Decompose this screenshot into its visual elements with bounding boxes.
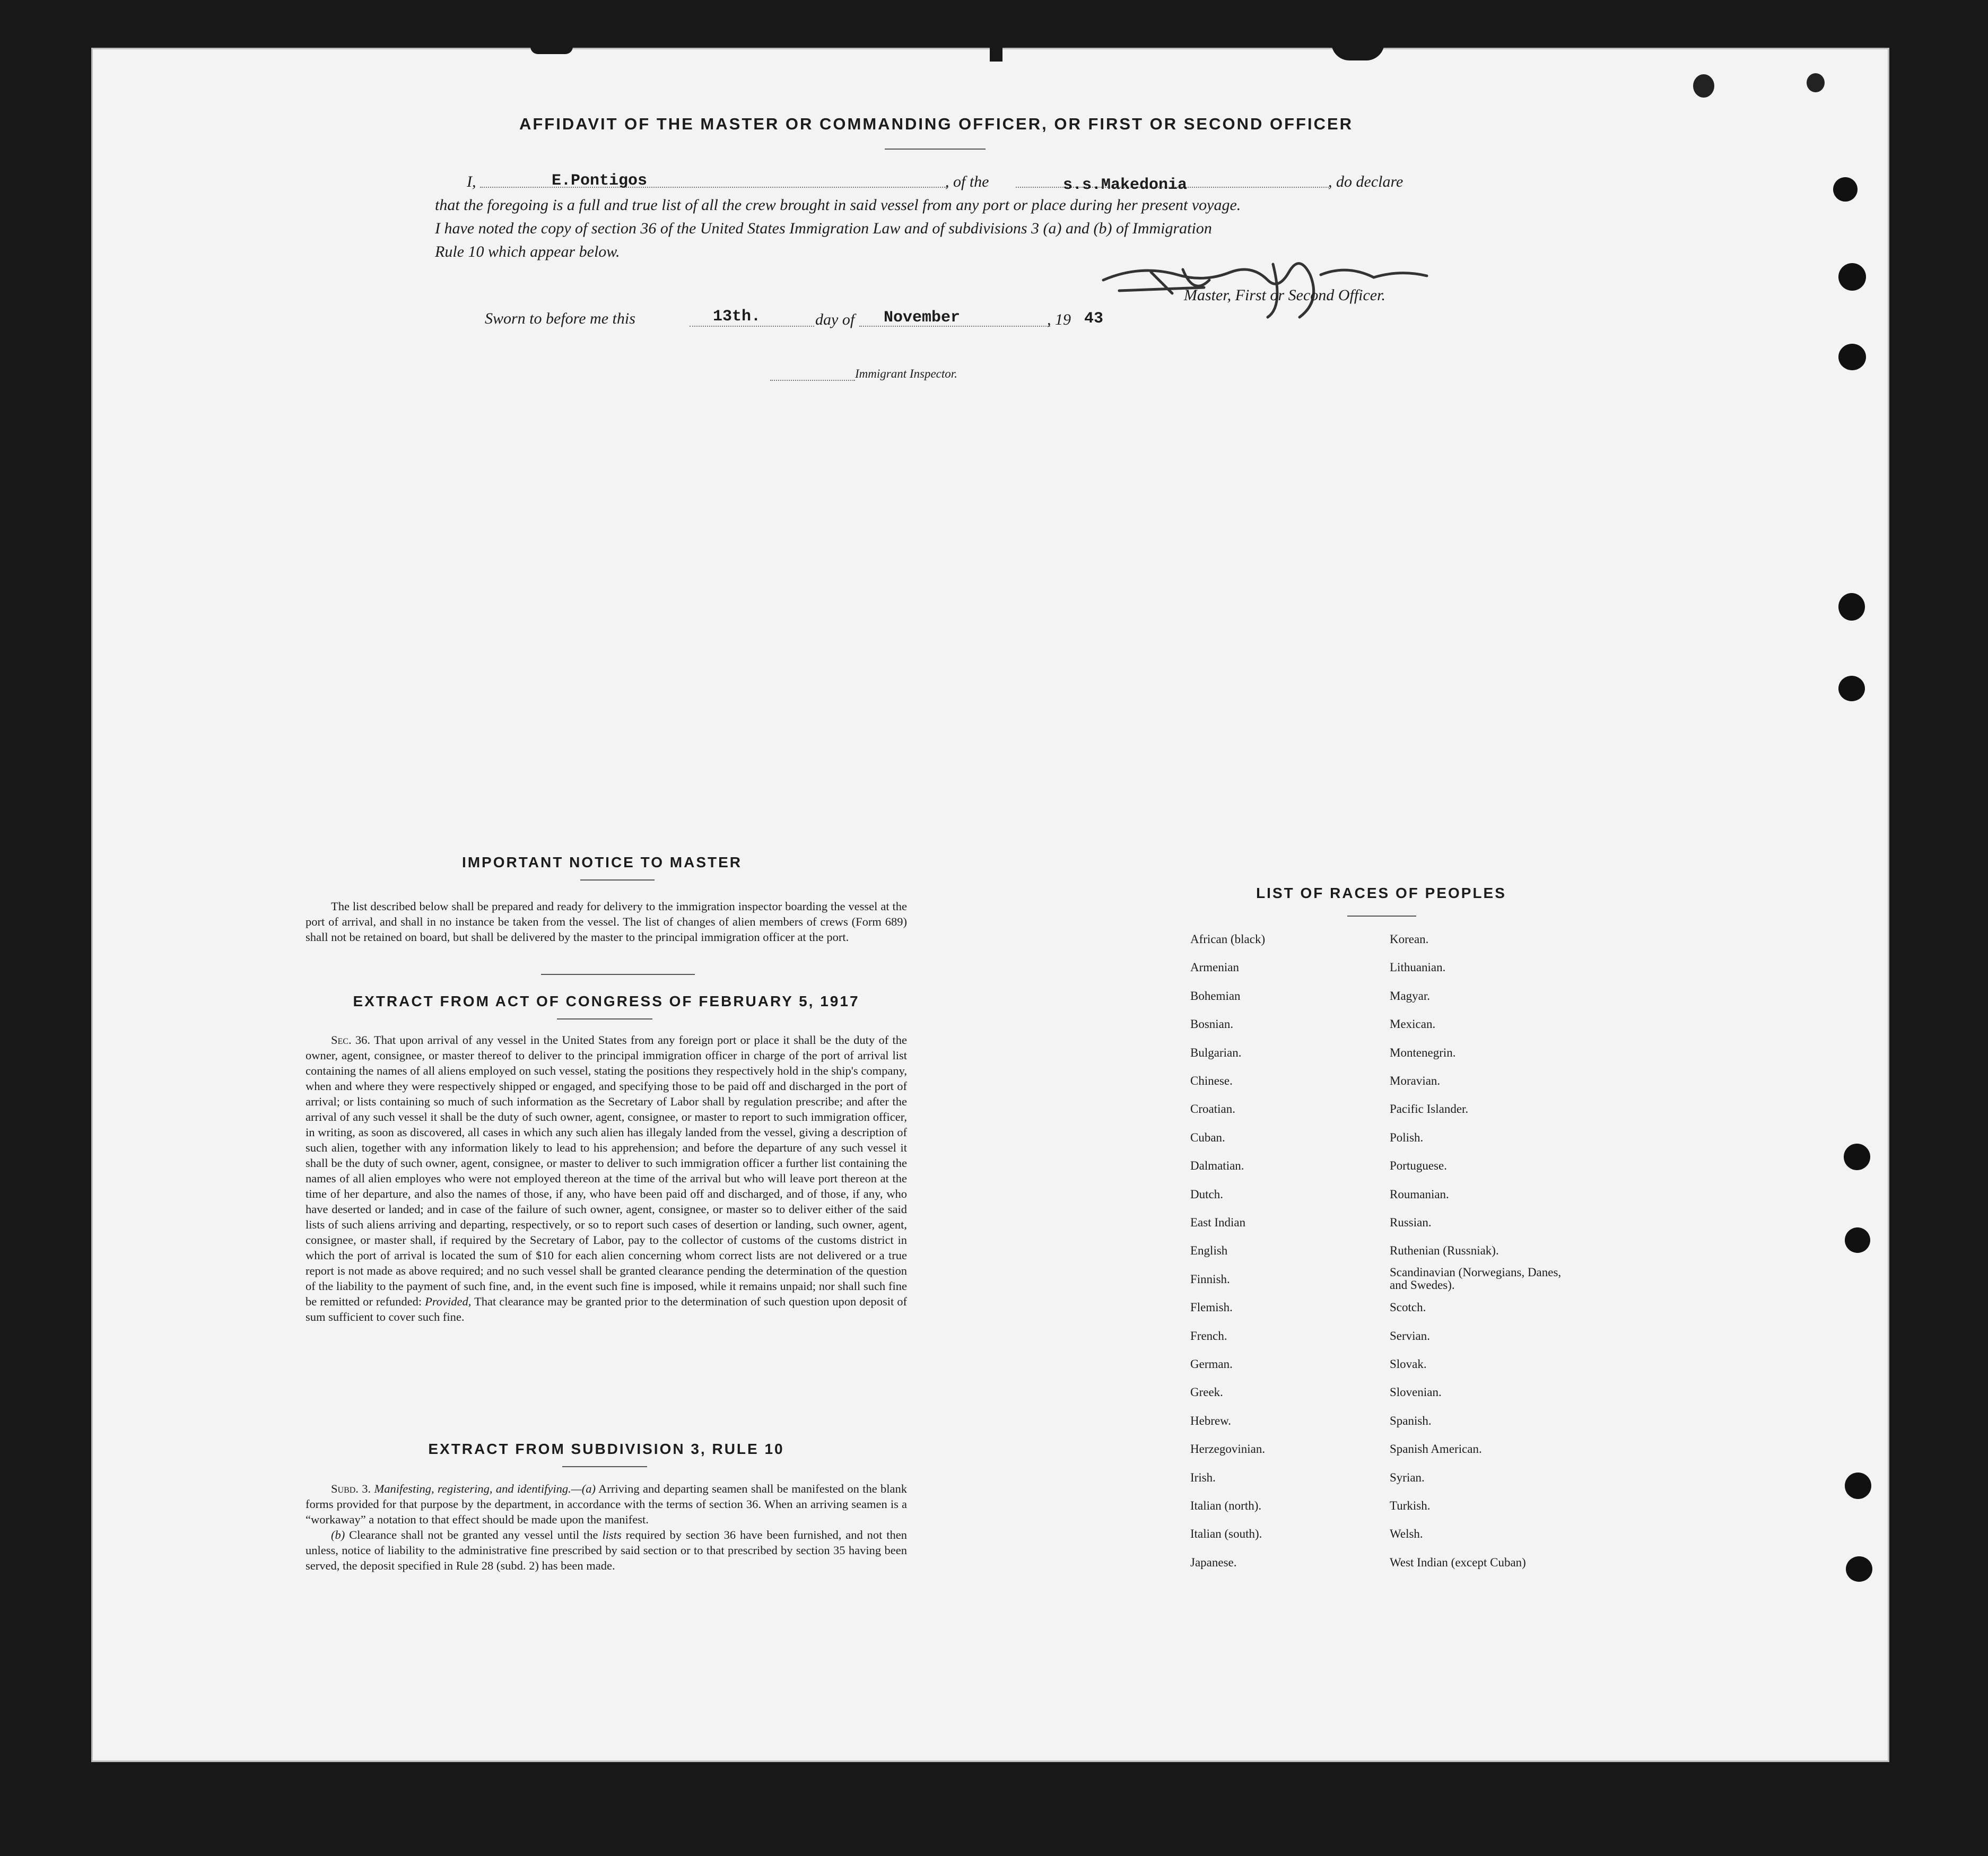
act-extract-text: That upon arrival of any vessel in the United States from any foreign port or place it shall be the duty of the owner, agent, consignee, or master thereof to deliver to the principal immigration officer in charge of the port of arrival list containing the names of all aliens employed on such vessel, stating the positions they respectively hold in the ship's company, when and where they were respectively shipped or engaged, and specifying those to be paid off and discharged in the port of arrival; or lists containing so much of such information as the Secretary of Labor shall by regulation prescribe; and after the arrival of any such vessel it shall be the duty of such owner, agent, consignee, or master to report to such immigration officer, in writing, as soon as discovered, all cases in which any such alien has illegaly landed from the vessel, giving a description of such alien, together with any information likely to lead to his apprehension; and before the departure of any such vessel it shall be the duty of such owner, agent, consignee, or master to deliver to such immigration officer a further list containing the names of all alien employes who were not employed thereon at the time of the arrival but who will leave port thereon at the time of her departure, and also the names of those, if any, who have been paid off and discharged, and of those, if any, who have deserted or landed; and in case of the failure of such owner, agent, consignee, or master so to deliver either of the said lists of such aliens arriving and departing, respectively, or so to report such cases of desertion or landing, such owner, agent, consignee, or master shall, if required by the Secretary of Labor, pay to the collector of customs of the customs district in which the port of arrival is located the sum of $10 for each alien concerning whom correct lists are not delivered or a true report is not made as above required; and no such vessel shall be granted clearance pending the determination of the question of the liability to the payment of such fine, and, in the event such fine is imposed, while it remains unpaid; nor shall such fine be remitted or refunded: [306,1033,907,1308]
act-extract-paragraph [306,1032,907,1325]
race-item: Mexican. [1390,1017,1436,1031]
race-item: Russian. [1390,1216,1432,1229]
act-divider [557,1018,652,1020]
punch-hole [1846,1556,1872,1582]
race-item: West Indian (except Cuban) [1390,1556,1526,1569]
punch-hole [1838,593,1865,621]
affidavit-line-2: that the foregoing is a full and true list of all the crew brought in said vessel from any port or place during her present voyage. [435,196,1241,214]
race-item: Herzegovinian. [1190,1442,1266,1456]
race-item: Cuban. [1190,1131,1225,1144]
subdivision-label: Subd. 3. [331,1482,371,1495]
race-item: Italian (south). [1190,1527,1262,1540]
race-item: Montenegrin. [1390,1046,1456,1059]
sworn-month-field: November [884,309,961,327]
rule-extract-text-block [306,1481,907,1573]
race-item: Irish. [1190,1471,1216,1484]
punch-hole [1845,1472,1871,1499]
vessel-name-field: s.s.Makedonia [1063,176,1188,194]
year-prefix: , 19 [1047,311,1071,328]
races-divider [1347,916,1416,917]
race-item: Slovenian. [1390,1386,1442,1399]
sworn-day-line [690,326,814,327]
race-item: Dutch. [1190,1188,1223,1201]
race-item: Japanese. [1190,1556,1237,1569]
rule-text-b-2: required by section 36 have been furnished, and not then unless, notice of liability to the administrative fine prescribed by said section or to that prescribed by section 35 having been served, the deposit specified in Rule 28 (subd. 2) has been made. [306,1528,908,1572]
race-item: Korean. [1390,933,1429,946]
race-item: Ruthenian (Russniak). [1390,1244,1499,1257]
notice-text: The list described below shall be prepared and ready for delivery to the immigration inspector boarding the vessel at the port of arrival, and shall in no instance be taken from the vessel. The list of changes of alien members of crews (Form 689) shall not be retained on board, but shall be delivered by the master to the principal immigration officer at the port. [306,900,907,944]
provided-label: Provided, [425,1295,472,1308]
sworn-day-field: 13th. [713,308,761,326]
affidavit-line-3: I have noted the copy of section 36 of the United States Immigration Law and of subdivisions 3 (a) and (b) of Immigration [435,220,1212,237]
of-the-label: , of the [945,173,989,190]
race-item: Bosnian. [1190,1017,1234,1031]
race-item: Welsh. [1390,1527,1423,1540]
race-item: Greek. [1190,1386,1223,1399]
race-item: Croatian. [1190,1102,1235,1116]
race-item: Hebrew. [1190,1414,1232,1427]
punch-hole [1844,1144,1870,1170]
rule-text-a: Arriving and departing seamen shall be manifested on the blank forms provided for that purpose by the department, in accordance with the terms of section 36. When an arriving seamen is a “workaway” a notation to that effect should be made upon the manifest. [306,1482,908,1526]
race-item: Finnish. [1190,1273,1230,1286]
do-declare-label: , do declare [1328,173,1403,190]
race-item: African (black) [1190,933,1266,946]
race-item: East Indian [1190,1216,1246,1229]
year-field: 43 [1084,310,1104,328]
punch-hole [1838,676,1865,701]
race-item: Roumanian. [1390,1188,1449,1201]
punch-hole [1838,344,1866,370]
officer-signature [1098,243,1437,323]
notice-title: IMPORTANT NOTICE TO MASTER [461,854,743,870]
races-title: LIST OF RACES OF PEOPLES [1256,885,1506,901]
race-item: Moravian. [1390,1074,1441,1087]
affidavit-line-4: Rule 10 which appear below. [435,243,620,260]
act-extract-text-block [306,1032,907,1325]
race-item: Polish. [1390,1131,1424,1144]
race-item: Armenian [1190,961,1239,974]
notice-divider [580,879,655,881]
race-item: Lithuanian. [1390,961,1446,974]
race-item: Syrian. [1390,1471,1425,1484]
day-of-label: day of [815,311,855,328]
race-item: Servian. [1390,1329,1431,1343]
race-item: Italian (north). [1190,1499,1262,1512]
race-item: Turkish. [1390,1499,1431,1512]
rule-text-b-1: Clearance shall not be granted any vessel until the [349,1528,598,1541]
race-item: German. [1190,1357,1233,1371]
punch-hole [1833,177,1858,202]
ink-spot [1693,74,1714,98]
section-label: Sec. 36. [331,1033,370,1047]
punch-hole [1838,263,1866,291]
race-item: Bohemian [1190,989,1241,1003]
subdivision-b-label: (b) [331,1528,345,1541]
race-item: French. [1190,1329,1227,1343]
race-item: Slovak. [1390,1357,1427,1371]
inspector-signature-line [770,380,855,381]
race-item: Spanish. [1390,1414,1432,1427]
torn-edge-mark [990,47,1002,62]
rule-extract-title: EXTRACT FROM SUBDIVISION 3, RULE 10 [428,1441,784,1457]
sworn-label: Sworn to before me this [485,310,635,327]
act-extract-title: EXTRACT FROM ACT OF CONGRESS OF FEBRUARY 5, 1917 [353,993,860,1009]
notice-text-block [306,899,907,945]
race-item: Chinese. [1190,1074,1233,1087]
race-item: Spanish American. [1390,1442,1482,1456]
ink-spot [1807,73,1825,92]
master-name-field: E.Pontigos [552,172,648,190]
title-divider [885,149,986,150]
affidavit-i-label: I, [467,173,476,190]
rule-divider [562,1466,647,1467]
officer-label: Master, First or Second Officer. [1184,286,1385,304]
master-name-line [480,187,947,188]
race-item: English [1190,1244,1228,1257]
race-item: Bulgarian. [1190,1046,1242,1059]
act-extract-text-end: That clearance may be granted prior to the determination of such question upon deposit of sum sufficient to cover such fine. [306,1295,908,1323]
race-item: Flemish. [1190,1301,1233,1314]
rule-paragraph-b [306,1527,907,1573]
lists-word: lists [602,1528,622,1541]
section-divider [541,974,695,975]
inspector-label: Immigrant Inspector. [855,367,957,380]
torn-edge-mark [530,47,573,54]
race-item: Pacific Islander. [1390,1102,1469,1116]
race-item: Magyar. [1390,989,1431,1003]
punch-hole [1845,1227,1870,1253]
race-item: Portuguese. [1390,1159,1447,1172]
race-item: Scotch. [1390,1301,1426,1314]
rule-paragraph-a [306,1481,907,1527]
affidavit-title: AFFIDAVIT OF THE MASTER OR COMMANDING OFFICER, OR FIRST OR SECOND OFFICER [519,115,1354,133]
subdivision-heading: Manifesting, registering, and identifying.—(a) [374,1482,596,1495]
race-item: Scandinavian (Norwegians, Danes, and Swedes). [1390,1266,1562,1292]
race-item: Dalmatian. [1190,1159,1244,1172]
